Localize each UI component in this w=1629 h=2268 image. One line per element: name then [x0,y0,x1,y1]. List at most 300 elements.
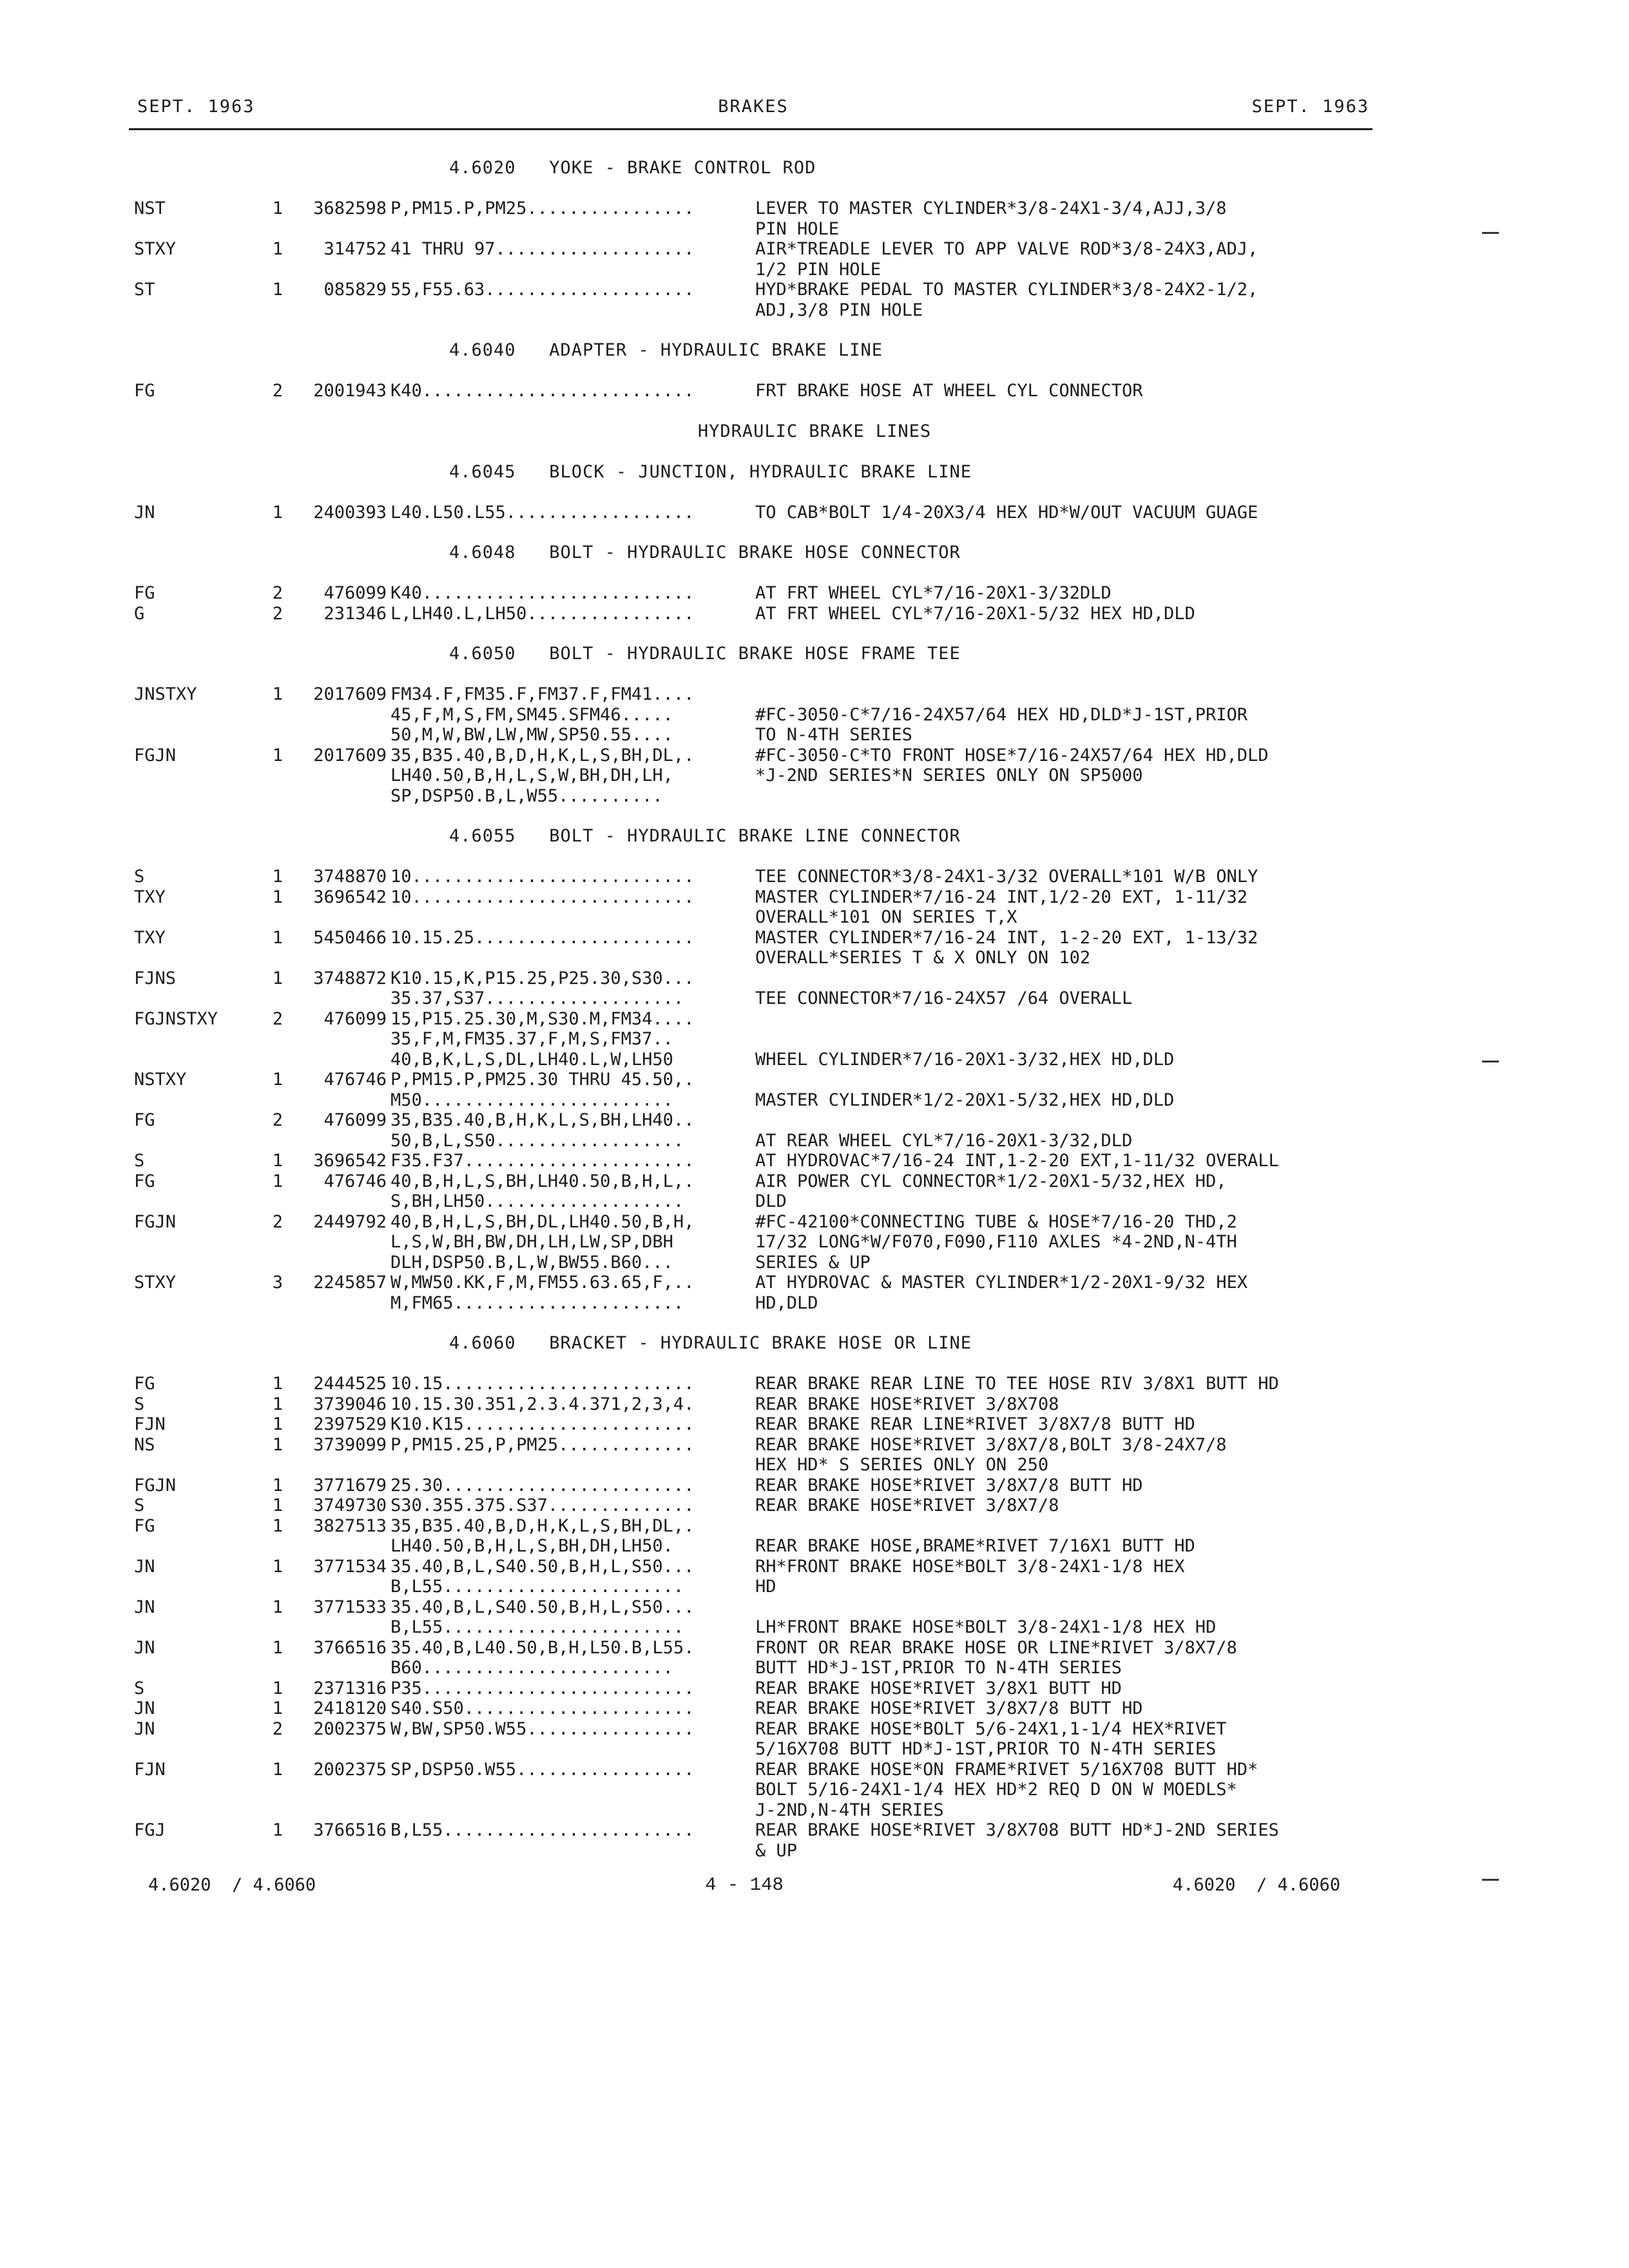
model-codes: JN [134,1698,155,1718]
application-line: DLH,DSP50.B,L,W,BW55.B60... [390,1252,673,1273]
model-codes: S [134,1394,145,1414]
page-footer [148,1875,1340,1897]
part-entry [0,1435,1629,1475]
part-entry [0,1678,1629,1699]
application-line: 10........................... [390,867,695,887]
model-codes: FGJNSTXY [134,1008,218,1029]
application-line: K10.K15...................... [390,1414,695,1434]
margin-mark [1482,232,1499,234]
part-description [755,1597,1216,1638]
application-line: 35,B35.40,B,H,K,L,S,BH,LH40.. [390,1110,695,1130]
application-line: S30.355.375.S37.............. [390,1495,695,1515]
quantity: 1 [272,1556,283,1577]
part-entry [0,280,1629,320]
application-models [390,1435,694,1456]
application-line: M,FM65...................... [390,1293,684,1313]
application-models [390,1719,694,1740]
section-gap [0,806,1629,826]
application-line: 40,B,K,L,S,DL,LH40.L,W,LH50 [390,1049,673,1070]
part-entry [0,1212,1629,1273]
quantity: 1 [272,1070,283,1090]
part-description [755,1516,1195,1557]
description-line: LEVER TO MASTER CYLINDER*3/8-24X1-3/4,AJJ,3/8 [755,198,1227,218]
part-description [755,1110,1132,1151]
quantity: 2 [272,1110,283,1130]
part-number: 3696542 [313,887,387,907]
section-heading [0,421,1629,462]
application-models [390,1597,694,1638]
part-description [755,1151,1279,1171]
description-line: AIR*TREADLE LEVER TO APP VALVE ROD*3/8-24X3,ADJ, [755,239,1258,259]
application-line: B,L55........................ [390,1820,695,1840]
part-number: 476746 [323,1171,387,1191]
application-models [390,1070,694,1110]
description-line: HD,DLD [755,1293,818,1313]
part-entry [0,239,1629,280]
quantity: 1 [272,1597,283,1617]
part-number: 3739046 [313,1394,387,1414]
application-models [390,1110,694,1151]
part-entry [0,1597,1629,1638]
application-line: M50........................ [390,1090,673,1110]
application-models [390,867,694,887]
description-line: REAR BRAKE HOSE*RIVET 3/8X708 [755,1394,1059,1414]
quantity: 2 [272,583,283,603]
description-line [755,1516,1195,1537]
header-date-left: SEPT. 1963 [137,97,255,117]
application-line: 35,F,M,FM35.37,F,M,S,FM37.. [390,1029,673,1049]
application-models [390,928,694,948]
section-gap [0,624,1629,644]
application-line: B,L55....................... [390,1577,684,1597]
application-models [390,745,694,807]
quantity: 1 [272,887,283,907]
application-line: P,PM15.P,PM25................ [390,198,695,218]
part-number: 2002375 [313,1759,387,1780]
quantity: 1 [272,867,283,887]
application-line: P,PM15.25,P,PM25............. [390,1434,695,1455]
part-number: 2001943 [313,381,387,401]
quantity: 1 [272,1374,283,1394]
quantity: 1 [272,198,283,218]
part-description [755,1475,1142,1496]
quantity: 3 [272,1273,283,1293]
part-number: 476099 [323,1110,387,1130]
application-line: S,BH,LH50................... [390,1191,684,1211]
application-line: 10........................... [390,887,695,907]
header-rule [129,128,1373,130]
model-codes: S [134,867,145,887]
part-number: 476099 [323,583,387,603]
description-line: AT HYDROVAC*7/16-24 INT,1-2-20 EXT,1-11/32 OVERALL [755,1151,1279,1171]
application-line: LH40.50,B,H,L,S,W,BH,DH,LH, [390,765,673,785]
part-number: 3739099 [313,1434,387,1455]
part-description [755,887,1248,928]
part-number: 3682598 [313,198,387,218]
description-line: HD [755,1577,776,1597]
description-line: REAR BRAKE HOSE*BOLT 5/6-24X1,1-1/4 HEX*RIVET [755,1718,1227,1739]
part-number: 3766516 [313,1820,387,1840]
description-line: REAR BRAKE HOSE*RIVET 3/8X708 BUTT HD*J-2ND SERIES [755,1820,1279,1840]
quantity: 1 [272,1637,283,1658]
description-line: DLD [755,1191,787,1211]
application-models [390,1394,694,1415]
application-models [390,887,694,908]
application-models [390,1698,694,1719]
section-title: 4.6045 BLOCK - JUNCTION, HYDRAULIC BRAKE LINE [449,461,972,482]
description-line: FRT BRAKE HOSE AT WHEEL CYL CONNECTOR [755,381,1143,401]
application-line: 10.15.25..................... [390,927,695,948]
section-heading [0,340,1629,381]
quantity: 1 [272,745,283,765]
model-codes: JN [134,1718,155,1739]
quantity: 1 [272,239,283,259]
description-line: MASTER CYLINDER*7/16-24 INT,1/2-20 EXT, 1-11/32 [755,887,1248,907]
model-codes: S [134,1151,145,1171]
description-line: 17/32 LONG*W/F070,F090,F110 AXLES *4-2ND,N-4TH [755,1232,1237,1252]
part-number: 2002375 [313,1718,387,1739]
application-line: 35.40,B,L,S40.50,B,H,L,S50... [390,1597,695,1617]
section-title: 4.6060 BRACKET - HYDRAULIC BRAKE HOSE OR LINE [449,1333,972,1353]
part-entry [0,745,1629,807]
part-number: 085829 [323,280,387,300]
part-number: 2397529 [313,1414,387,1434]
model-codes: FGJN [134,745,177,765]
application-line: 35,B35.40,B,D,H,K,L,S,BH,DL,. [390,745,695,765]
model-codes: FGJN [134,1475,177,1495]
part-number: 3771679 [313,1475,387,1495]
description-line: J-2ND,N-4TH SERIES [755,1800,944,1820]
page-header [137,97,1369,119]
description-line: BOLT 5/16-24X1-1/4 HEX HD*2 REQ D ON W MOEDLS* [755,1780,1237,1800]
application-line: 45,F,M,S,FM,SM45.SFM46..... [390,704,673,725]
model-codes: STXY [134,239,177,259]
application-line: K10.15,K,P15.25,P25.30,S30... [390,968,695,988]
application-line: K40.......................... [390,583,695,603]
description-line: TO N-4TH SERIES [755,725,912,745]
description-line: ADJ,3/8 PIN HOLE [755,300,923,320]
model-codes: NSTXY [134,1070,187,1090]
section-title: 4.6048 BOLT - HYDRAULIC BRAKE HOSE CONNECTOR [449,543,961,562]
part-entry [0,887,1629,928]
part-entry [0,1698,1629,1719]
section-heading [0,1333,1629,1374]
description-line: TEE CONNECTOR*3/8-24X1-3/32 OVERALL*101 W/B ONLY [755,867,1258,887]
application-models [390,198,694,219]
part-description [755,583,1112,604]
part-number: 3771533 [313,1597,387,1617]
application-models [390,1171,694,1212]
application-line: 41 THRU 97................... [390,239,695,259]
quantity: 1 [272,1434,283,1455]
application-line: 10.15........................ [390,1374,695,1394]
part-entry [0,1414,1629,1435]
section-heading [0,158,1629,198]
part-number: 3766516 [313,1637,387,1658]
model-codes: TXY [134,927,166,948]
section-heading [0,644,1629,684]
part-description [755,1394,1059,1415]
application-models [390,1273,694,1313]
header-date-right: SEPT. 1963 [1251,97,1369,117]
description-line: REAR BRAKE HOSE*RIVET 3/8X7/8,BOLT 3/8-24X7/8 [755,1434,1227,1455]
quantity: 2 [272,1008,283,1029]
part-entry [0,198,1629,239]
part-description [755,1273,1248,1313]
model-codes: S [134,1495,145,1515]
header-title: BRAKES [718,97,789,117]
description-line [755,786,1269,807]
application-line: P35.......................... [390,1678,695,1698]
model-codes: JN [134,502,155,523]
application-models [390,583,694,604]
description-line: AT FRT WHEEL CYL*7/16-20X1-5/32 HEX HD,DLD [755,603,1195,624]
part-description [755,1698,1142,1719]
model-codes: TXY [134,887,166,907]
part-number: 3827513 [313,1515,387,1536]
description-line: SERIES & UP [755,1252,871,1273]
quantity: 1 [272,1171,283,1191]
application-models [390,1151,694,1171]
section-gap [0,320,1629,340]
footer-range-left: 4.6020 / 4.6060 [148,1875,316,1895]
part-description [755,1557,1184,1597]
model-codes: FG [134,1110,155,1130]
description-line: REAR BRAKE HOSE*ON FRAME*RIVET 5/16X708 BUTT HD* [755,1759,1258,1780]
footer-range-right: 4.6020 / 4.6060 [1172,1875,1340,1895]
application-models [390,684,694,745]
description-line: REAR BRAKE HOSE,BRAME*RIVET 7/16X1 BUTT HD [755,1536,1195,1556]
section-title: 4.6050 BOLT - HYDRAULIC BRAKE HOSE FRAME TEE [449,644,961,664]
description-line: AIR POWER CYL CONNECTOR*1/2-20X1-5/32,HEX HD, [755,1171,1227,1191]
part-description [755,198,1227,239]
application-line: W,BW,SP50.W55................ [390,1718,695,1739]
part-number: 2371316 [313,1678,387,1698]
application-line: 35.37,S37................... [390,988,684,1008]
quantity: 1 [272,1394,283,1414]
model-codes: FG [134,1171,155,1191]
part-description [755,239,1258,280]
part-description [755,1070,1174,1110]
section-title: 4.6020 YOKE - BRAKE CONTROL ROD [449,158,816,178]
application-models [390,1495,694,1516]
part-description [755,1435,1227,1475]
part-entry [0,1516,1629,1557]
description-line: AT HYDROVAC & MASTER CYLINDER*1/2-20X1-9/32 HEX [755,1273,1248,1293]
part-number: 476746 [323,1070,387,1090]
model-codes: NST [134,198,166,218]
part-number: 476099 [323,1008,387,1029]
section-heading [0,543,1629,583]
description-line: & UP [755,1840,798,1861]
part-number: 2418120 [313,1698,387,1718]
application-line: F35.F37...................... [390,1151,695,1171]
description-line: OVERALL*SERIES T & X ONLY ON 102 [755,948,1091,968]
part-description [755,604,1195,624]
part-number: 3749730 [313,1495,387,1515]
margin-mark [1482,1879,1499,1881]
application-line: 55,F55.63.................... [390,280,695,300]
application-line: K40.......................... [390,381,695,401]
margin-mark [1482,1061,1499,1062]
application-models [390,1638,694,1678]
application-line: L,LH40.L,LH50................ [390,603,695,624]
description-line: 1/2 PIN HOLE [755,259,882,280]
model-codes: ST [134,280,155,300]
part-entry [0,968,1629,1009]
description-line: MASTER CYLINDER*1/2-20X1-5/32,HEX HD,DLD [755,1090,1175,1110]
application-models [390,381,694,401]
application-models [390,1475,694,1496]
application-line: 40,B,H,L,S,BH,DL,LH40.50,B,H, [390,1211,695,1232]
part-number: 3748870 [313,867,387,887]
description-line: AT FRT WHEEL CYL*7/16-20X1-3/32DLD [755,583,1112,603]
description-line: #FC-3050-C*TO FRONT HOSE*7/16-24X57/64 HEX HD,DLD [755,745,1269,765]
part-entry [0,1171,1629,1212]
application-line: FM34.F,FM35.F,FM37.F,FM41.... [390,684,695,704]
application-models [390,1009,694,1070]
description-line: HYD*BRAKE PEDAL TO MASTER CYLINDER*3/8-24X2-1/2, [755,280,1258,300]
part-entry [0,684,1629,745]
application-models [390,239,694,260]
application-line: 35,B35.40,B,D,H,K,L,S,BH,DL,. [390,1515,695,1536]
part-entry [0,1070,1629,1110]
quantity: 1 [272,1151,283,1171]
part-description [755,1760,1258,1821]
part-entry [0,1760,1629,1821]
application-line: 35.40,B,L40.50,B,H,L50.B,L55. [390,1637,695,1658]
quantity: 1 [272,1759,283,1780]
application-models [390,503,694,523]
part-entry [0,503,1629,523]
quantity: 1 [272,280,283,300]
model-codes: FGJ [134,1820,166,1840]
part-entry [0,1110,1629,1151]
section-title: HYDRAULIC BRAKE LINES [697,421,932,441]
application-line: 10.15.30.351,2.3.4.371,2,3,4. [390,1394,695,1414]
description-line: BUTT HD*J-1ST,PRIOR TO N-4TH SERIES [755,1658,1122,1678]
part-entry [0,1374,1629,1394]
model-codes: FJN [134,1759,166,1780]
model-codes: FG [134,1374,155,1394]
description-line: PIN HOLE [755,218,840,239]
quantity: 1 [272,502,283,523]
part-description [755,867,1258,887]
application-line: SP,DSP50.W55................. [390,1759,695,1780]
part-description [755,1414,1195,1435]
section-heading [0,826,1629,867]
part-entry [0,1151,1629,1171]
model-codes: JNSTXY [134,684,197,704]
part-description [755,1009,1174,1070]
quantity: 1 [272,968,283,988]
description-line: OVERALL*101 ON SERIES T,X [755,907,1017,927]
part-entry [0,1638,1629,1678]
description-line: #FC-3050-C*7/16-24X57/64 HEX HD,DLD*J-1ST,PRIOR [755,704,1248,725]
part-description [755,1212,1237,1273]
part-number: 231346 [323,603,387,624]
description-line: FRONT OR REAR BRAKE HOSE OR LINE*RIVET 3/8X7/8 [755,1637,1237,1658]
application-line: 50,B,L,S50.................. [390,1130,684,1151]
quantity: 1 [272,1495,283,1515]
description-line [755,684,1248,705]
application-line: 35.40,B,L,S40.50,B,H,L,S50... [390,1556,695,1577]
description-line: REAR BRAKE REAR LINE TO TEE HOSE RIV 3/8X1 BUTT HD [755,1374,1279,1394]
part-entry [0,381,1629,401]
application-models [390,280,694,300]
quantity: 1 [272,1678,283,1698]
application-models [390,1374,694,1394]
model-codes: FJNS [134,968,177,988]
quantity: 2 [272,603,283,624]
application-line: 50,M,W,BW,LW,MW,SP50.55.... [390,725,673,745]
part-entry [0,1394,1629,1415]
application-models [390,1820,694,1841]
part-description [755,381,1142,401]
part-description [755,1678,1122,1699]
model-codes: NS [134,1434,155,1455]
description-line [755,1597,1216,1618]
part-entry [0,1557,1629,1597]
quantity: 2 [272,381,283,401]
quantity: 1 [272,1698,283,1718]
part-description [755,968,1132,1009]
description-line: LH*FRONT BRAKE HOSE*BOLT 3/8-24X1-1/8 HEX HD [755,1617,1217,1637]
description-line [755,1009,1174,1030]
part-number: 3696542 [313,1151,387,1171]
part-number: 3771534 [313,1556,387,1577]
part-description [755,280,1258,320]
model-codes: G [134,603,145,624]
part-number: 2449792 [313,1211,387,1232]
description-line [755,1029,1174,1050]
model-codes: FG [134,381,155,401]
application-line: LH40.50,B,H,L,S,BH,DH,LH50. [390,1536,673,1556]
model-codes: JN [134,1637,155,1658]
application-line: B60........................ [390,1658,673,1678]
application-line: L,S,W,BH,BW,DH,LH,LW,SP,DBH [390,1232,673,1252]
description-line: *J-2ND SERIES*N SERIES ONLY ON SP5000 [755,765,1143,785]
model-codes: FGJN [134,1211,177,1232]
part-description [755,1171,1227,1212]
application-line: L40.L50.L55.................. [390,502,695,523]
part-description [755,1638,1237,1678]
section-gap [0,401,1629,421]
part-entry [0,1719,1629,1760]
description-line: REAR BRAKE HOSE*RIVET 3/8X7/8 BUTT HD [755,1475,1143,1495]
description-line: TEE CONNECTOR*7/16-24X57 /64 OVERALL [755,988,1133,1008]
quantity: 2 [272,1211,283,1232]
section-title: 4.6055 BOLT - HYDRAULIC BRAKE LINE CONNECTOR [449,826,961,846]
part-entry [0,1495,1629,1516]
description-line: TO CAB*BOLT 1/4-20X3/4 HEX HD*W/OUT VACUUM GUAGE [755,502,1258,523]
application-line: W,MW50.KK,F,M,FM55.63.65,F,.. [390,1273,695,1293]
quantity: 1 [272,927,283,948]
quantity: 1 [272,1414,283,1434]
application-models [390,1760,694,1780]
application-models [390,1212,694,1273]
model-codes: JN [134,1556,155,1577]
description-line: RH*FRONT BRAKE HOSE*BOLT 3/8-24X1-1/8 HEX [755,1556,1185,1577]
quantity: 1 [272,1515,283,1536]
model-codes: STXY [134,1273,177,1293]
part-entry [0,1475,1629,1496]
part-description [755,1374,1279,1394]
application-line: SP,DSP50.B,L,W55.......... [390,785,663,806]
part-entry [0,867,1629,887]
part-description [755,503,1258,523]
description-line: REAR BRAKE HOSE*RIVET 3/8X7/8 BUTT HD [755,1698,1143,1718]
